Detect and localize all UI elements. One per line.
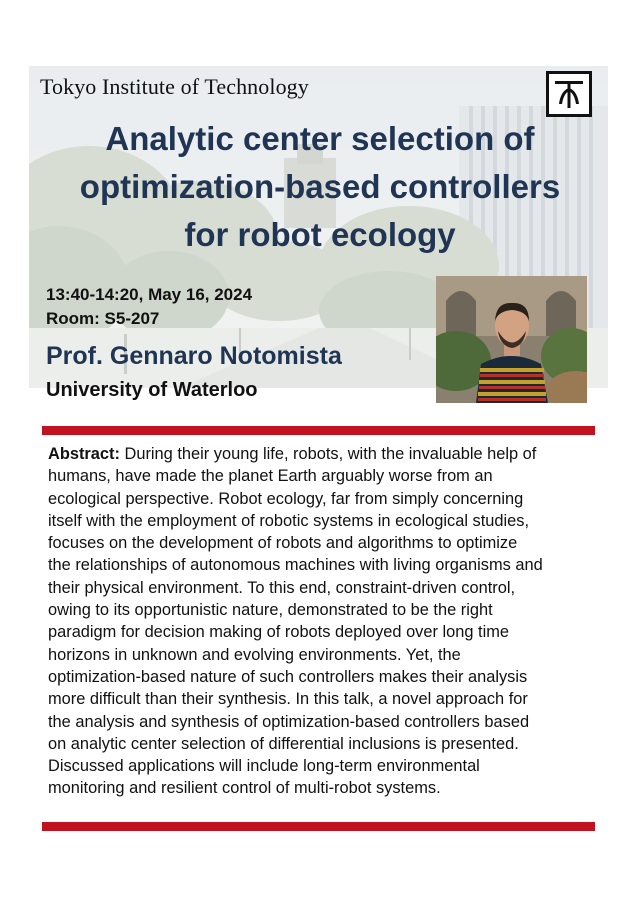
speaker-affiliation: University of Waterloo [46, 379, 258, 401]
abstract-line: Discussed applications will include long-term environmental [48, 757, 480, 776]
abstract-text [48, 443, 608, 800]
abstract-line: the analysis and synthesis of optimization-based controllers based [48, 712, 530, 731]
institute-name: Tokyo Institute of Technology [40, 74, 309, 99]
title-line: for robot ecology [184, 216, 456, 253]
abstract-line: ecological perspective. Robot ecology, far from simply concerning [48, 489, 524, 508]
speaker-photo [436, 276, 587, 403]
abstract-line: horizons in unknown and evolving environments. Yet, the [48, 645, 461, 664]
talk-title [60, 115, 580, 259]
title-line: Analytic center selection of [105, 120, 535, 157]
abstract-line: the relationships of autonomous machines with living organisms and [48, 556, 543, 575]
title-line: optimization-based controllers [79, 168, 561, 205]
event-time: 13:40-14:20, May 16, 2024 [46, 285, 253, 304]
abstract-line: humans, have made the planet Earth arguably worse from an [48, 467, 493, 486]
event-room: Room: S5-207 [46, 309, 160, 328]
abstract-label: Abstract: [48, 445, 120, 463]
abstract-line: monitoring and resilient control of multi-robot systems. [48, 779, 441, 798]
abstract-line: on analytic center selection of differential inclusions is presented. [48, 734, 519, 753]
speaker-name: Prof. Gennaro Notomista [46, 342, 342, 370]
abstract-line: their physical environment. To this end, constraint-driven control, [48, 578, 516, 597]
abstract-line: owing to its opportunistic nature, demonstrated to be the right [48, 601, 493, 620]
abstract-line [48, 443, 608, 465]
abstract-line: focuses on the development of robots and algorithms to optimize [48, 534, 518, 553]
bottom-divider [42, 822, 595, 831]
abstract-line: paradigm for decision making of robots deployed over long time [48, 623, 510, 642]
abstract-line: itself with the employment of robotic systems in ecological studies, [48, 511, 530, 530]
institute-logo [546, 71, 592, 117]
abstract-line: optimization-based nature of such controllers makes their analysis [48, 667, 528, 686]
abstract-first-line: During their young life, robots, with the invaluable help of [119, 445, 537, 463]
top-divider [42, 426, 595, 435]
abstract-line: more difficult than their synthesis. In this talk, a novel approach for [48, 690, 528, 709]
